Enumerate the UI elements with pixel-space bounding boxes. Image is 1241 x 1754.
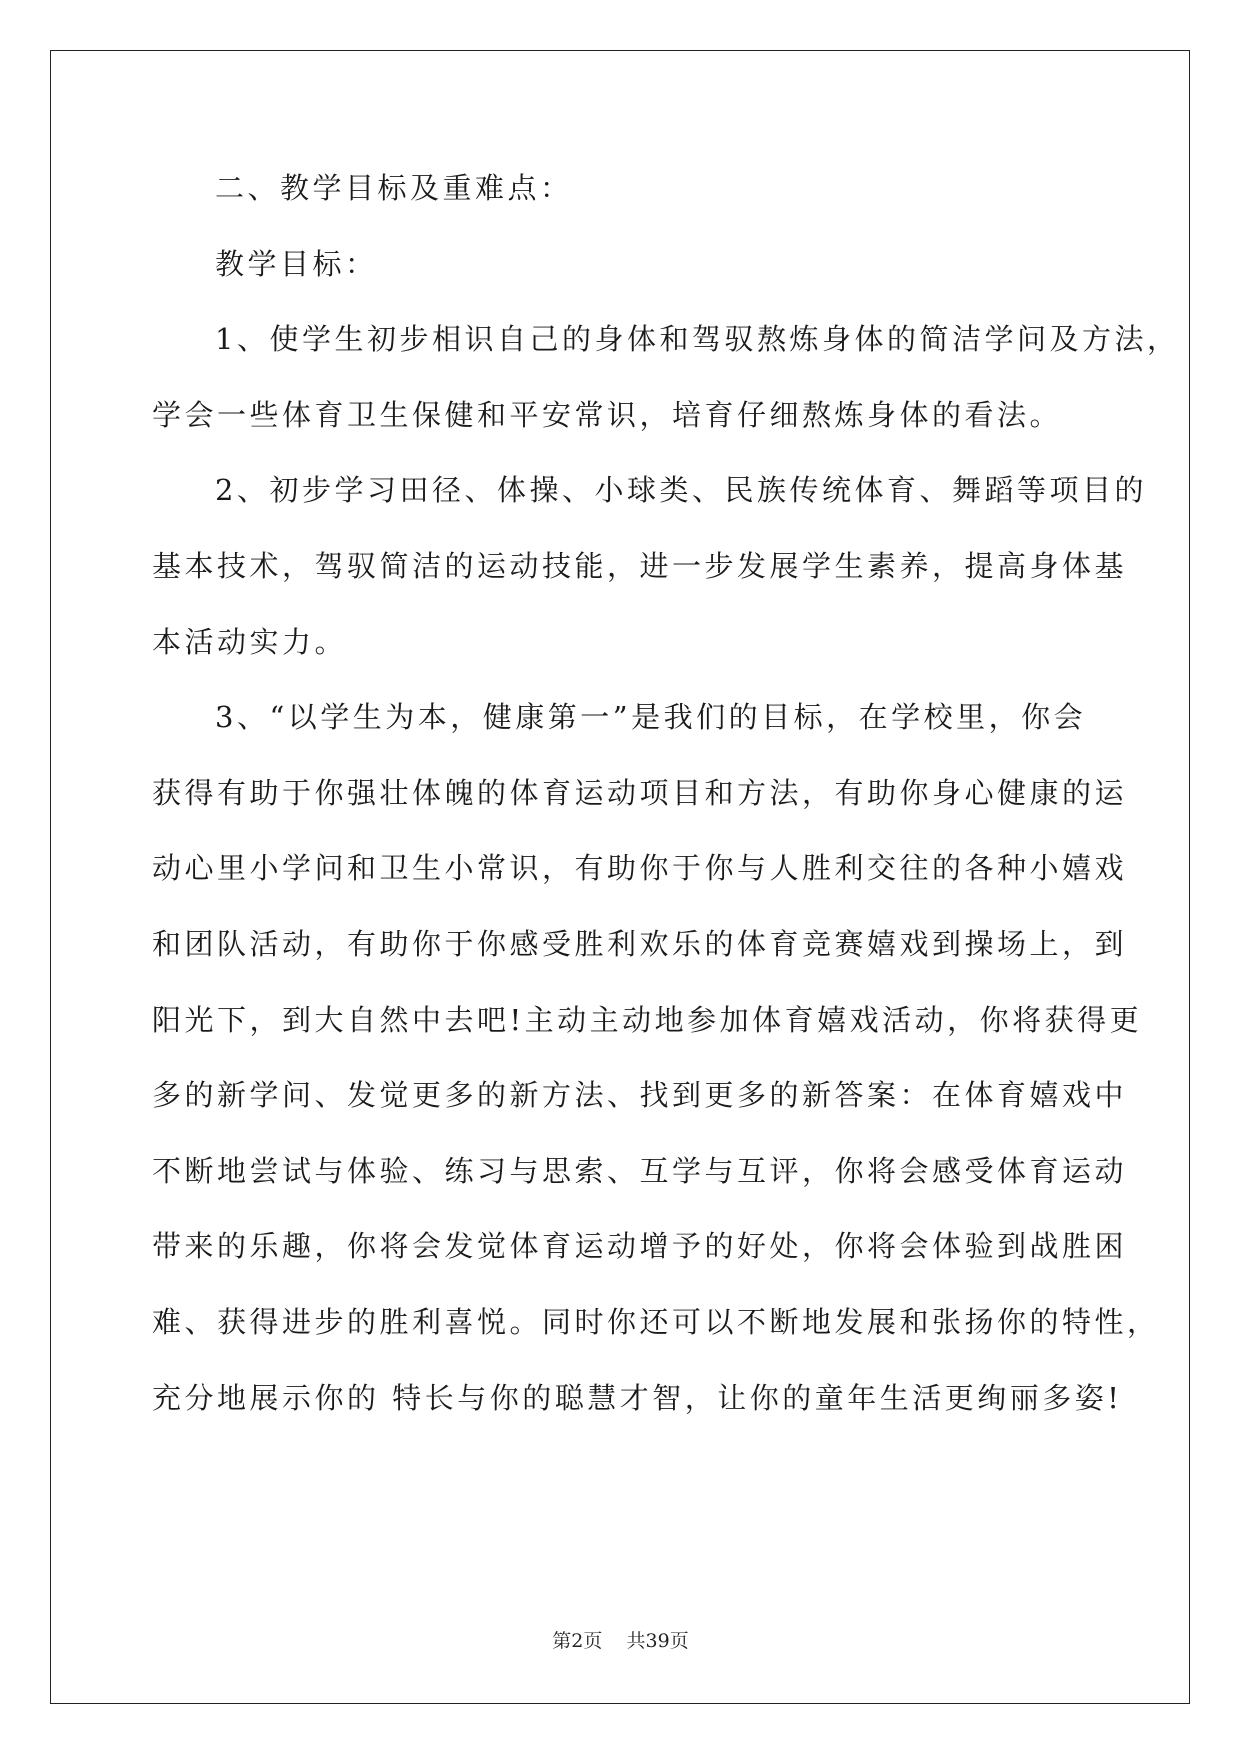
text-line: 多的新学问、发觉更多的新方法、找到更多的新答案：在体育嬉戏中	[152, 1078, 1128, 1113]
text-line: 获得有助于你强壮体魄的体育运动项目和方法，有助你身心健康的运	[152, 775, 1128, 810]
text-line: 难、获得进步的胜利喜悦。同时你还可以不断地发展和张扬你的特性，	[152, 1305, 1160, 1339]
text-line: 带来的乐趣，你将会发觉体育运动增予的好处，你将会体验到战胜困	[152, 1229, 1128, 1264]
text-line: 和团队活动，有助你于你感受胜利欢乐的体育竞赛嬉戏到操场上，到	[152, 927, 1128, 961]
text-line: 学会一些体育卫生保健和平安常识，培育仔细熬炼身体的看法。	[152, 397, 1063, 432]
text-line: 阳光下，到大自然中去吧!主动主动地参加体育嬉戏活动，你将获得更	[152, 1002, 1143, 1037]
text-line: 动心里小学问和卫生小常识，有助你于你与人胜利交往的各种小嬉戏	[152, 851, 1128, 886]
text-line: 1、使学生初步相识自己的身体和驾驭熬炼身体的简洁学问及方法，	[215, 322, 1180, 357]
text-line: 本活动实力。	[152, 624, 348, 659]
text-line: 基本技术，驾驭简洁的运动技能，进一步发展学生素养，提高身体基	[152, 549, 1128, 583]
text-line: 不断地尝试与体验、练习与思索、互学与互评，你将会感受体育运动	[152, 1153, 1128, 1188]
text-line: 教学目标：	[215, 246, 378, 281]
text-line: 充分地展示你的 特长与你的聪慧才智，让你的童年生活更绚丽多姿!	[152, 1380, 1123, 1415]
page-total: 共39页	[626, 1630, 689, 1652]
page-footer	[0, 1626, 1241, 1653]
page-number: 第2页	[552, 1630, 603, 1652]
text-line: 二、教学目标及重难点：	[215, 171, 573, 205]
text-line: 2、初步学习田径、体操、小球类、民族传统体育、舞蹈等项目的	[215, 473, 1147, 508]
text-line: 3、“以学生为本，健康第一”是我们的目标，在学校里，你会	[215, 700, 1087, 735]
